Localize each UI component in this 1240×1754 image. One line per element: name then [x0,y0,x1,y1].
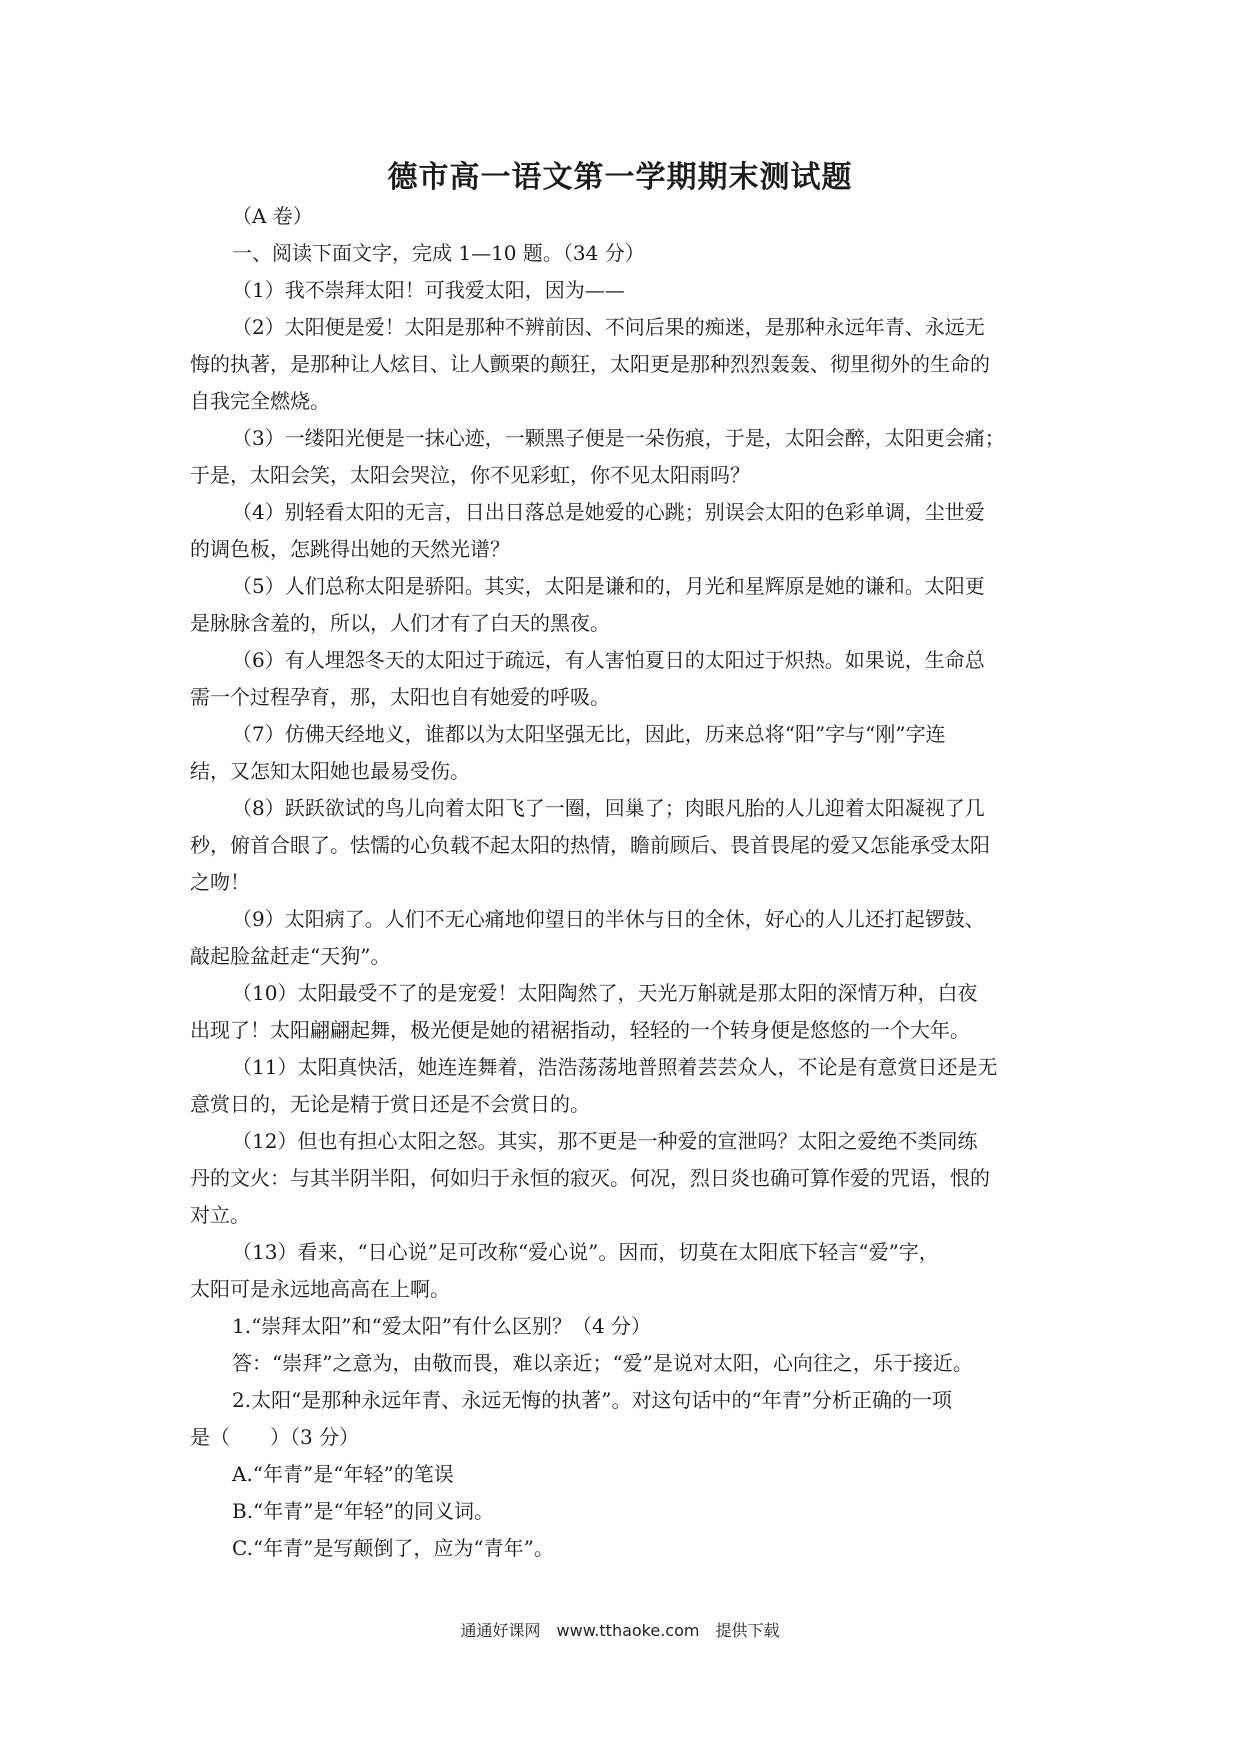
paragraph-line: 自我完全燃烧。 [190,389,330,413]
question-2-line-2: 是（ ）（3 分） [190,1425,360,1449]
passage-paragraph [190,1234,1058,1308]
passage-paragraph [190,568,1058,642]
passage-paragraph [190,272,1058,309]
paragraph-line: 出现了！太阳翩翩起舞，极光便是她的裙裾指动，轻轻的一个转身便是悠悠的一个大年。 [190,1018,970,1042]
paragraph-line: （5）人们总称太阳是骄阳。其实，太阳是谦和的，月光和星辉原是她的谦和。太阳更 [232,574,985,598]
paragraph-line: （4）别轻看太阳的无言，日出日落总是她爱的心跳；别误会太阳的色彩单调，尘世爱 [232,500,985,524]
option-b: B.“年青”是“年轻”的同义词。 [232,1499,494,1523]
passage-paragraph [190,1049,1058,1123]
paragraph-line: 的调色板，怎跳得出她的天然光谱？ [190,537,510,561]
paragraph-line: （8）跃跃欲试的鸟儿向着太阳飞了一圈，回巢了；肉眼凡胎的人儿迎着太阳凝视了几 [232,796,985,820]
paragraph-line: （3）一缕阳光便是一抹心迹，一颗黑子便是一朵伤痕，于是，太阳会醉，太阳更会痛； [232,426,1005,450]
paragraph-line: 太阳可是永远地高高在上啊。 [190,1277,450,1301]
part-instruction: 一、阅读下面文字，完成 1—10 题。（34 分） [232,241,645,265]
paragraph-line: （6）有人埋怨冬天的太阳过于疏远，有人害怕夏日的太阳过于炽热。如果说，生命总 [232,648,985,672]
answer-1: 答：“崇拜”之意为，由敬而畏，难以亲近；“爱”是说对太阳，心向往之，乐于接近。 [232,1351,973,1375]
paragraph-line: （2）太阳便是爱！太阳是那种不辨前因、不问后果的痴迷，是那种永远年青、永远无 [232,315,985,339]
passage-paragraph [190,642,1058,716]
footer-note: 通通好课网 www.tthaoke.com 提供下载 [460,1621,780,1640]
document-body [190,198,1058,1567]
passage-paragraph [190,1123,1058,1234]
paragraph-line: 敲起脸盆赶走“天狗”。 [190,944,391,968]
question-2-line-1: 2.太阳“是那种永远年青、永远无悔的执著”。对这句话中的“年青”分析正确的一项 [232,1388,952,1412]
passage-paragraph [190,975,1058,1049]
passage-paragraph [190,790,1058,901]
paragraph-line: 悔的执著，是那种让人炫目、让人颤栗的颠狂，太阳更是那种烈烈轰轰、彻里彻外的生命的 [190,352,990,376]
paragraph-line: 于是，太阳会笑，太阳会哭泣，你不见彩虹，你不见太阳雨吗？ [190,463,750,487]
section-label: （A 卷） [232,204,313,228]
paragraph-line: 意赏日的，无论是精于赏日还是不会赏日的。 [190,1092,590,1116]
paragraph-line: 结，又怎知太阳她也最易受伤。 [190,759,470,783]
paragraph-line: 需一个过程孕育，那，太阳也自有她爱的呼吸。 [190,685,610,709]
paragraph-line: （11）太阳真快活，她连连舞着，浩浩荡荡地普照着芸芸众人，不论是有意赏日还是无 [232,1055,998,1079]
paragraph-line: （7）仿佛天经地义，谁都以为太阳坚强无比，因此，历来总将“阳”字与“刚”字连 [232,722,946,746]
paragraph-line: 是脉脉含羞的，所以，人们才有了白天的黑夜。 [190,611,610,635]
paragraph-line: 秒，俯首合眼了。怯懦的心负载不起太阳的热情，瞻前顾后、畏首畏尾的爱又怎能承受太阳 [190,833,990,857]
paragraph-line: 丹的文火：与其半阴半阳，何如归于永恒的寂灭。何况，烈日炎也确可算作爱的咒语，恨的 [190,1166,990,1190]
option-c: C.“年青”是写颠倒了，应为“青年”。 [232,1536,554,1560]
paragraph-line: （12）但也有担心太阳之怒。其实，那不更是一种爱的宣泄吗？太阳之爱绝不类同练 [232,1129,978,1153]
reading-passage [190,272,1058,1308]
passage-paragraph [190,494,1058,568]
passage-paragraph [190,420,1058,494]
paragraph-line: 对立。 [190,1203,250,1227]
passage-paragraph [190,901,1058,975]
paragraph-line: （13）看来，“日心说”足可改称“爱心说”。因而，切莫在太阳底下轻言“爱”字， [232,1240,939,1264]
passage-paragraph [190,716,1058,790]
paragraph-line: （9）太阳病了。人们不无心痛地仰望日的半休与日的全休，好心的人儿还打起锣鼓、 [232,907,985,931]
paragraph-line: 之吻！ [190,870,250,894]
option-a: A.“年青”是“年轻”的笔误 [232,1462,454,1486]
page-title: 德市高一语文第一学期期末测试题 [387,160,853,195]
paragraph-line: （10）太阳最受不了的是宠爱！太阳陶然了，天光万斛就是那太阳的深情万种，白夜 [232,981,978,1005]
passage-paragraph [190,309,1058,420]
question-1: 1.“崇拜太阳”和“爱太阳”有什么区别？（4 分） [232,1314,652,1338]
paragraph-line: （1）我不崇拜太阳！可我爱太阳，因为—— [232,278,625,302]
